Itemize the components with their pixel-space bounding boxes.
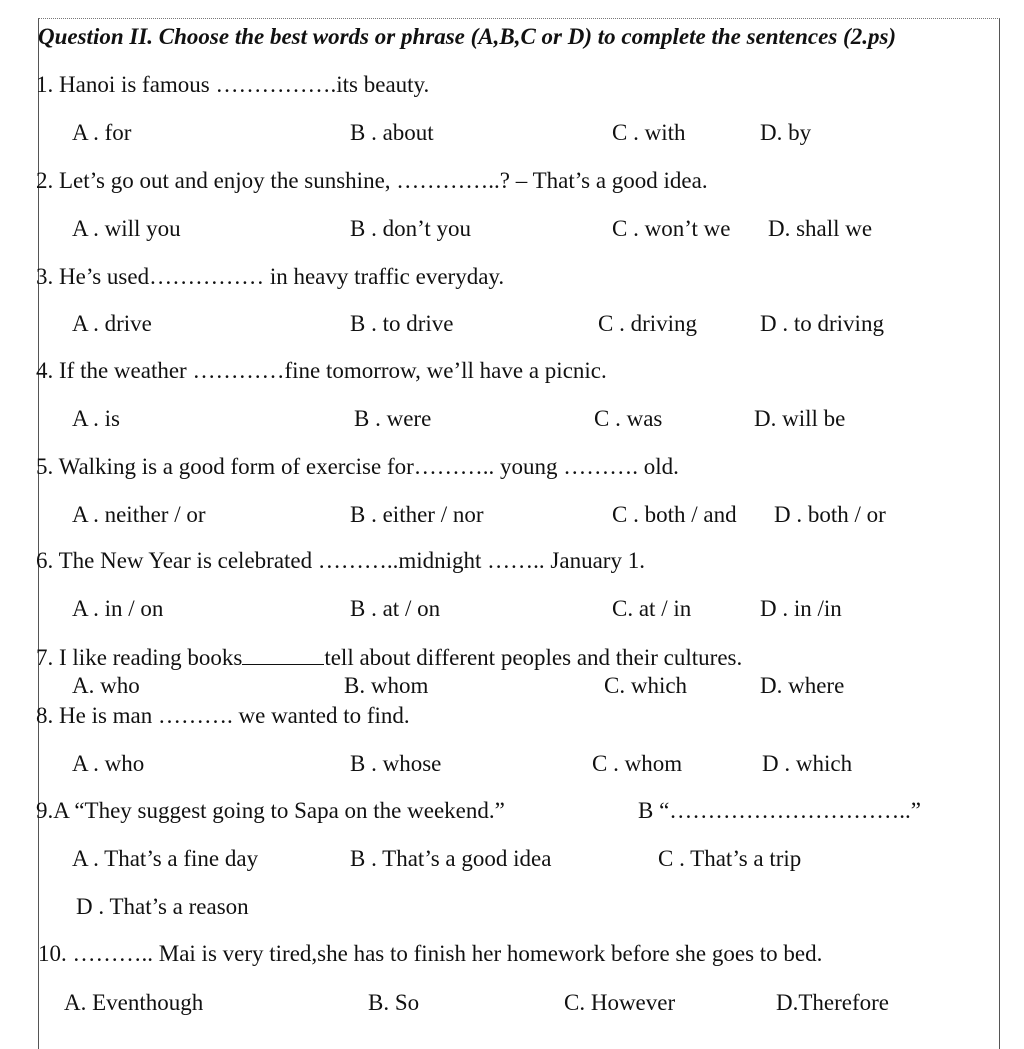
q9-option-b[interactable]: B . That’s a good idea bbox=[350, 846, 552, 871]
q5-option-d[interactable]: D . both / or bbox=[774, 502, 886, 527]
question-10: 10. ……….. Mai is very tired,she has to finish her homework before she goes to bed. bbox=[38, 941, 823, 966]
q10-option-b[interactable]: B. So bbox=[368, 990, 420, 1015]
question-1: 1. Hanoi is famous …………….its beauty. bbox=[36, 72, 430, 97]
q10-option-d[interactable]: D.Therefore bbox=[776, 990, 890, 1015]
q1-option-d[interactable]: D. by bbox=[760, 120, 812, 145]
question-2: 2. Let’s go out and enjoy the sunshine, …………..? – That’s a good idea. bbox=[36, 168, 708, 193]
question-7-start: 7. I like reading books bbox=[36, 645, 243, 670]
q7-option-a[interactable]: A. who bbox=[72, 673, 140, 698]
q8-option-b[interactable]: B . whose bbox=[350, 751, 442, 776]
q7-option-c[interactable]: C. which bbox=[604, 673, 688, 698]
q6-option-d[interactable]: D . in /in bbox=[760, 596, 842, 621]
q3-option-d[interactable]: D . to driving bbox=[760, 311, 884, 336]
q6-option-c[interactable]: C. at / in bbox=[612, 596, 692, 621]
q4-option-b[interactable]: B . were bbox=[354, 406, 432, 431]
q5-option-c[interactable]: C . both / and bbox=[612, 502, 737, 527]
q4-option-a[interactable]: A . is bbox=[72, 406, 120, 431]
q3-option-a[interactable]: A . drive bbox=[72, 311, 152, 336]
q7-option-d[interactable]: D. where bbox=[760, 673, 845, 698]
q10-option-a[interactable]: A. Eventhough bbox=[64, 990, 204, 1015]
q9-option-a[interactable]: A . That’s a fine day bbox=[72, 846, 259, 871]
q8-option-c[interactable]: C . whom bbox=[592, 751, 683, 776]
question-8: 8. He is man ………. we wanted to find. bbox=[36, 703, 410, 728]
question-5: 5. Walking is a good form of exercise for……….. young ………. old. bbox=[36, 454, 679, 479]
q5-option-a[interactable]: A . neither / or bbox=[72, 502, 206, 527]
q2-option-c[interactable]: C . won’t we bbox=[612, 216, 731, 241]
q6-option-b[interactable]: B . at / on bbox=[350, 596, 441, 621]
question-6: 6. The New Year is celebrated ………..midnight …….. January 1. bbox=[36, 548, 645, 573]
q9-option-d[interactable]: D . That’s a reason bbox=[76, 894, 249, 919]
q3-option-b[interactable]: B . to drive bbox=[350, 311, 454, 336]
q8-option-d[interactable]: D . which bbox=[762, 751, 853, 776]
question-7 bbox=[36, 645, 742, 671]
question-9-a: 9.A “They suggest going to Sapa on the weekend.” bbox=[36, 798, 505, 823]
question-9-b: B “…………………………..” bbox=[638, 798, 922, 823]
q1-option-a[interactable]: A . for bbox=[72, 120, 132, 145]
q1-option-c[interactable]: C . with bbox=[612, 120, 686, 145]
answer-blank bbox=[242, 648, 324, 665]
q4-option-c[interactable]: C . was bbox=[594, 406, 663, 431]
q9-option-c[interactable]: C . That’s a trip bbox=[658, 846, 802, 871]
q6-option-a[interactable]: A . in / on bbox=[72, 596, 164, 621]
q10-option-c[interactable]: C. However bbox=[564, 990, 676, 1015]
q7-option-b[interactable]: B. whom bbox=[344, 673, 429, 698]
q5-option-b[interactable]: B . either / nor bbox=[350, 502, 484, 527]
q4-option-d[interactable]: D. will be bbox=[754, 406, 846, 431]
q8-option-a[interactable]: A . who bbox=[72, 751, 145, 776]
question-3: 3. He’s used…………… in heavy traffic everyday. bbox=[36, 264, 505, 289]
q2-option-d[interactable]: D. shall we bbox=[768, 216, 873, 241]
question-4: 4. If the weather …………fine tomorrow, we’ll have a picnic. bbox=[36, 358, 607, 383]
q2-option-a[interactable]: A . will you bbox=[72, 216, 181, 241]
q3-option-c[interactable]: C . driving bbox=[598, 311, 698, 336]
question-7-end: tell about different peoples and their cultures. bbox=[324, 645, 743, 670]
q1-option-b[interactable]: B . about bbox=[350, 120, 434, 145]
q2-option-b[interactable]: B . don’t you bbox=[350, 216, 471, 241]
section-title: Question II. Choose the best words or phrase (A,B,C or D) to complete the sentences (2.ps) bbox=[38, 24, 897, 49]
